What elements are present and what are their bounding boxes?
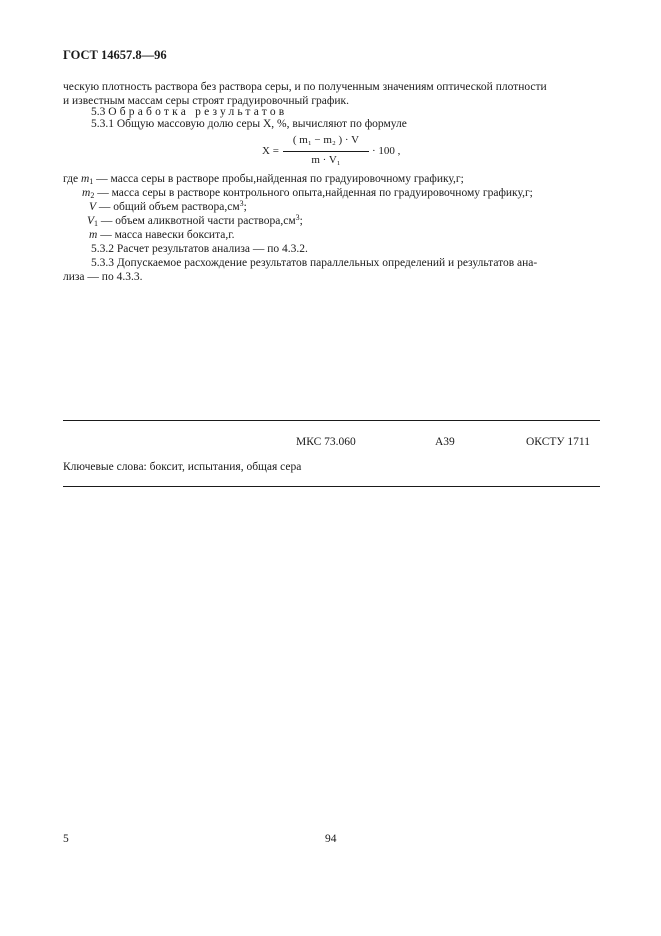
where-item-m2 — [82, 186, 533, 200]
variable: V — [89, 201, 97, 213]
clause-5-3-1: 5.3.1 Общую массовую долю серы X, %, вычисляют по формуле — [91, 118, 407, 130]
where-item-v — [89, 200, 247, 214]
divider-bottom — [63, 486, 600, 487]
definition-end: ; — [243, 201, 247, 213]
okstu-code: ОКСТУ 1711 — [526, 436, 590, 448]
section-title: Обработка результатов — [108, 106, 288, 118]
variable: V — [87, 215, 95, 227]
formula-denominator: m · V₁ — [311, 154, 341, 166]
clause-5-3-3-line: лиза — по 4.3.3. — [63, 271, 143, 283]
divider-top — [63, 420, 600, 421]
subscript: 1 — [94, 219, 99, 228]
subscript: 1 — [89, 177, 94, 186]
document-id: ГОСТ 14657.8—96 — [63, 48, 167, 62]
mks-code: МКС 73.060 — [296, 436, 356, 448]
formula-tail: · 100 , — [372, 145, 401, 157]
clause-5-3-3-line: 5.3.3 Допускаемое расхождение результатов параллельных определений и результатов ана- — [91, 257, 538, 269]
variable: m — [89, 229, 98, 241]
page-number: 94 — [325, 833, 337, 845]
subscript: 2 — [90, 191, 95, 200]
superscript: 3 — [239, 199, 244, 208]
definition: — масса серы в растворе контрольного опыта,найденная по градуировочному графику,г; — [94, 187, 533, 199]
superscript: 3 — [295, 213, 300, 222]
paragraph-line: ческую плотность раствора без раствора серы, и по полученным значениям оптической плотности — [63, 81, 547, 93]
definition: — масса серы в растворе пробы,найденная по градуировочному графику,г; — [93, 173, 464, 185]
fraction-line — [283, 151, 369, 152]
section-number: 5.3 — [91, 106, 106, 118]
where-item-v1 — [87, 214, 303, 228]
formula-numerator: ( m₁ − m₂ ) · V — [292, 134, 360, 146]
variable: m — [80, 173, 90, 185]
keywords: Ключевые слова: боксит, испытания, общая сера — [63, 461, 302, 473]
category-code: А39 — [435, 436, 455, 448]
footer-left-number: 5 — [63, 833, 69, 845]
where-item-m1 — [63, 172, 464, 186]
variable: m — [82, 187, 91, 199]
definition: — общий объем раствора,см — [96, 201, 240, 213]
definition: — объем аликвотной части раствора,см — [98, 215, 296, 227]
where-prefix: где — [63, 173, 81, 185]
paragraph-line: и известным массам серы строят градуировочный график. — [63, 95, 349, 107]
where-item-m — [89, 228, 235, 242]
definition: — масса навески боксита,г. — [97, 229, 235, 241]
formula-lhs: X = — [262, 145, 279, 157]
definition-end: ; — [299, 215, 303, 227]
clause-5-3-2: 5.3.2 Расчет результатов анализа — по 4.3.2. — [91, 243, 308, 255]
